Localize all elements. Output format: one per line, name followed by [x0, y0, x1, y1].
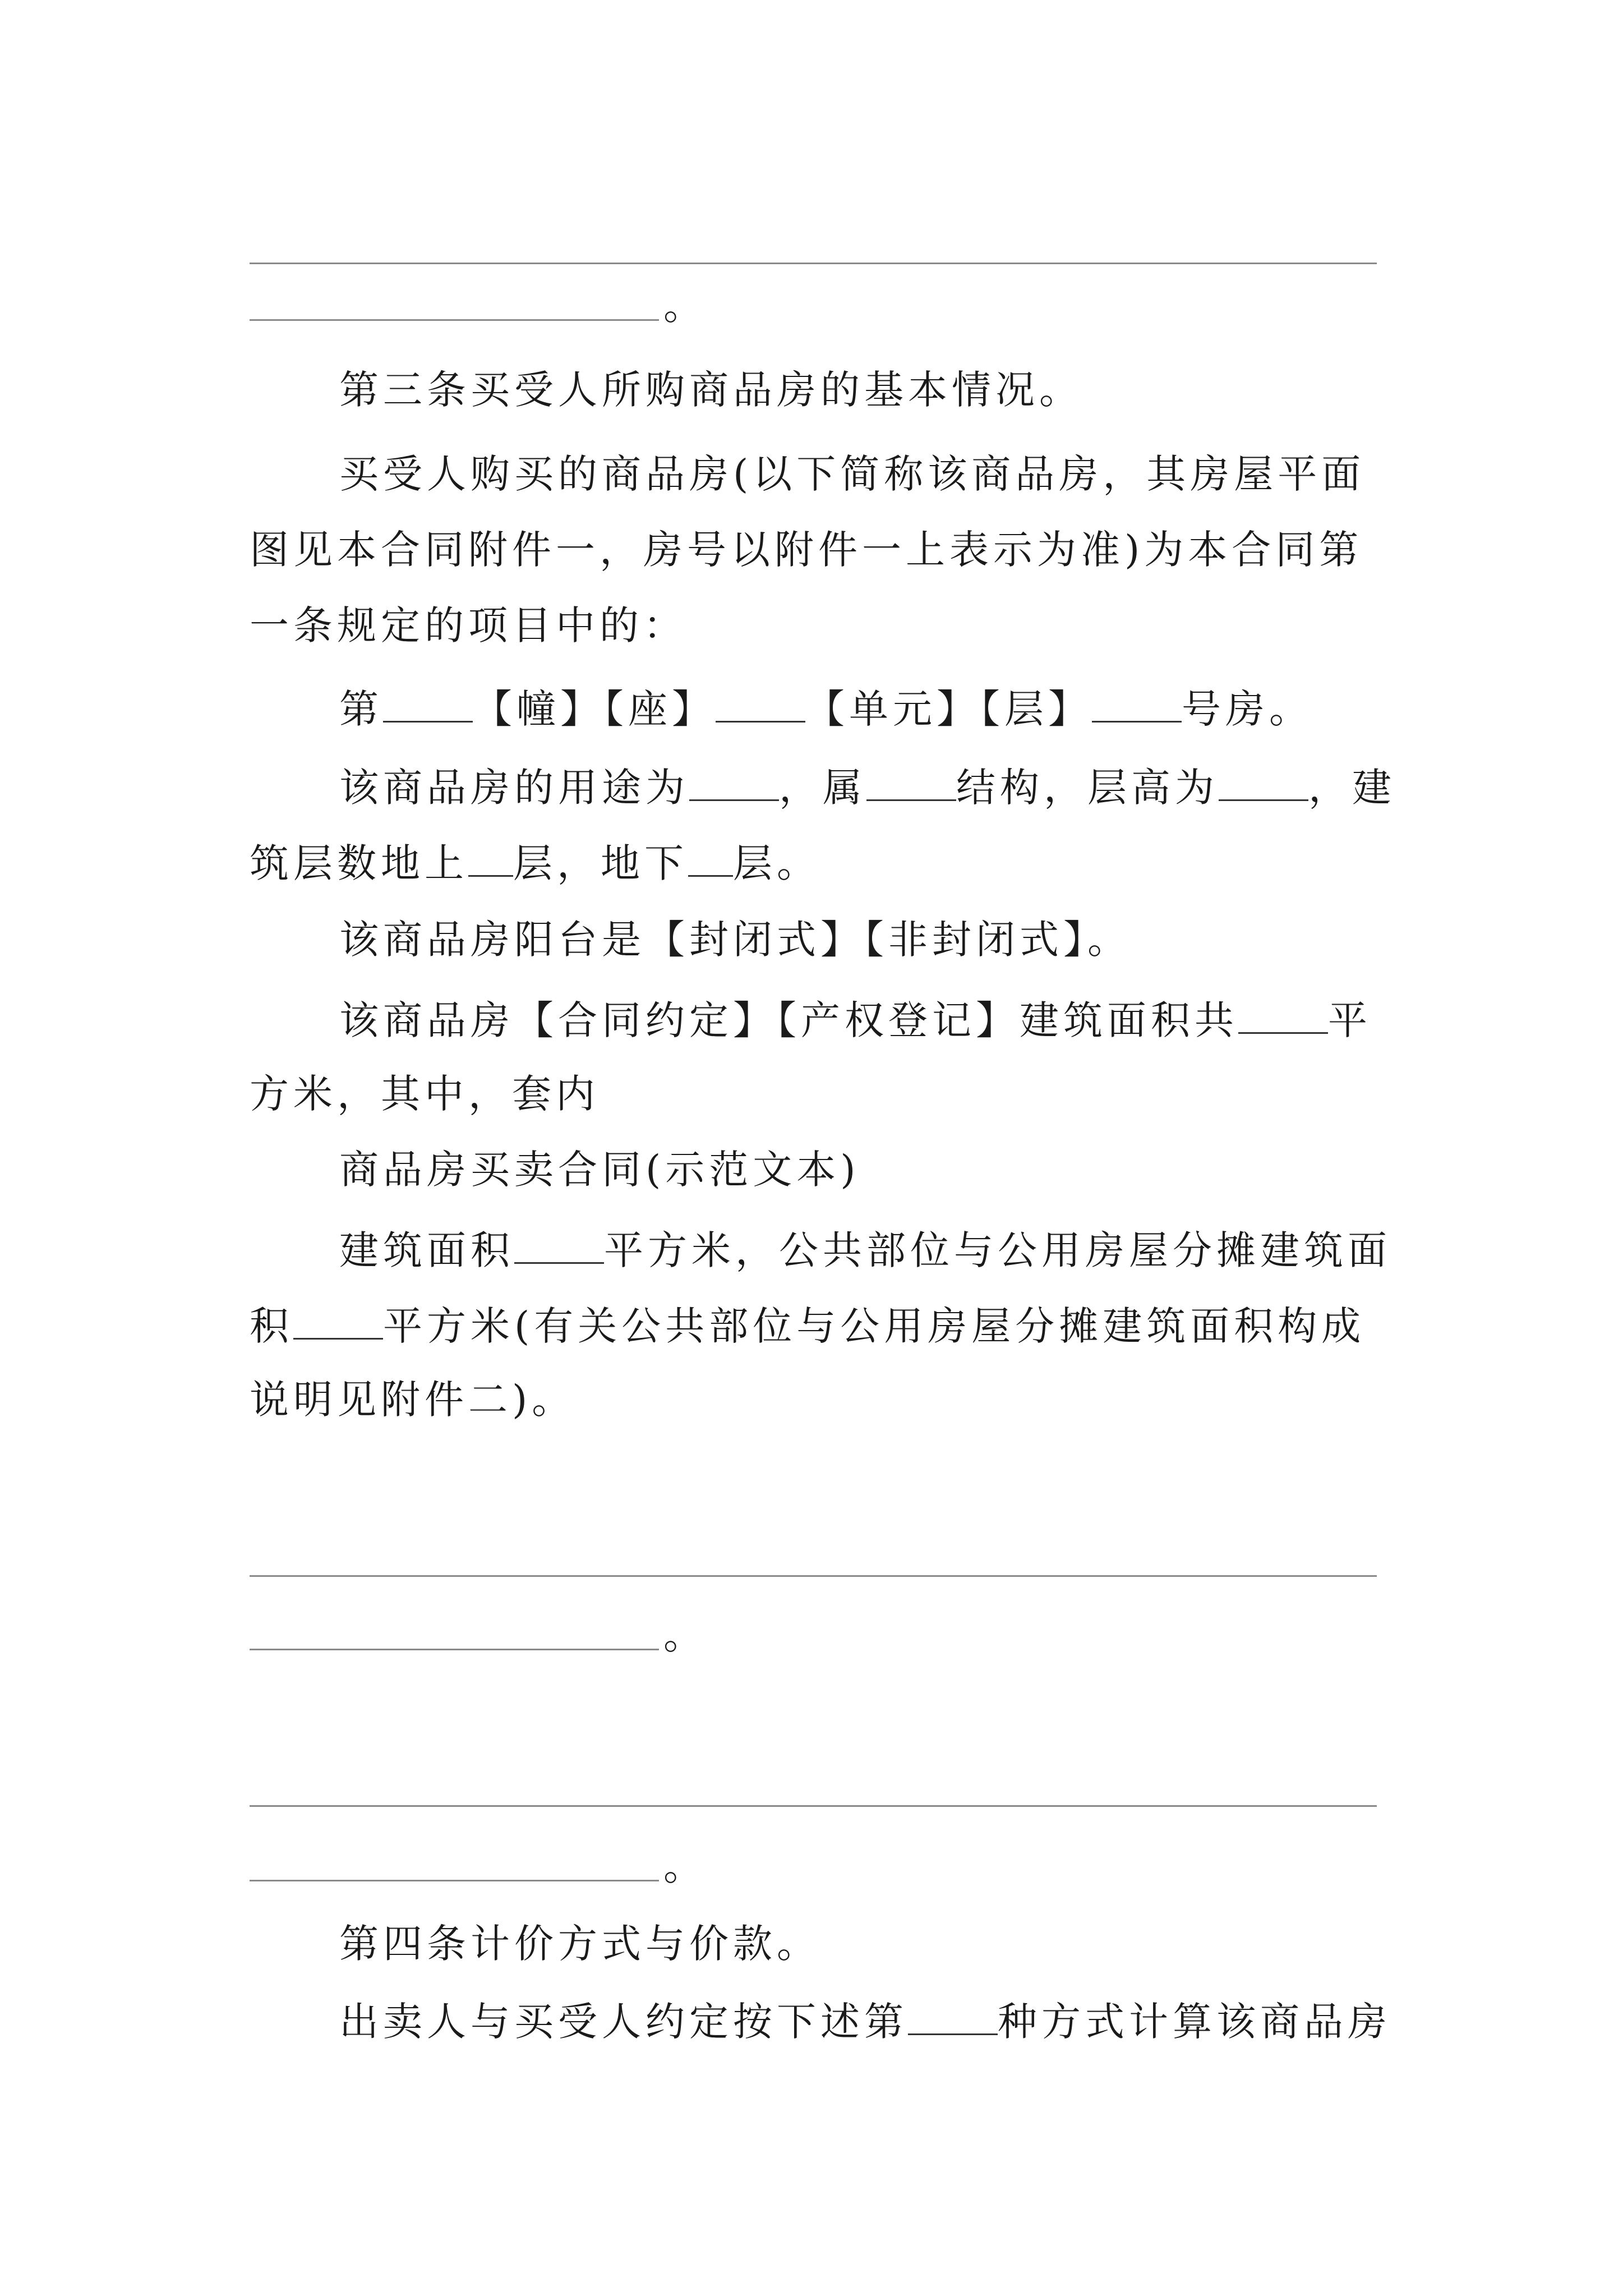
- blank-fill-line-short: [250, 1880, 659, 1881]
- paragraph-line: 买受人购买的商品房(以下简称该商品房，其房屋平面: [339, 451, 1366, 497]
- blank-field: [514, 1223, 604, 1264]
- blank-fill-line-end: [250, 280, 703, 331]
- end-mark: 。: [663, 283, 703, 329]
- text-segment: 筑层数地上: [250, 840, 468, 886]
- text-segment: 平方米(有关公共部位与公用房屋分摊建筑面积构成: [383, 1303, 1366, 1349]
- usage-line: [339, 760, 1396, 813]
- area-line: [339, 993, 1372, 1046]
- end-mark: 。: [663, 1843, 703, 1889]
- text-segment: 建筑面积: [339, 1227, 514, 1273]
- balcony-line: 该商品房阳台是【封闭式】【非封闭式】。: [339, 917, 1131, 963]
- text-segment: 第: [339, 686, 383, 732]
- text-segment: 层。: [733, 840, 820, 886]
- inner-area-line: [339, 1223, 1391, 1276]
- text-segment: 平: [1328, 997, 1372, 1043]
- blank-field: [716, 682, 805, 723]
- blank-fill-line: [250, 1805, 1377, 1807]
- pricing-line: [339, 1994, 1391, 2047]
- blank-field: [1238, 993, 1328, 1034]
- blank-field: [908, 1994, 998, 2035]
- text-segment: 种方式计算该商品房: [998, 1999, 1391, 2045]
- blank-field: [468, 836, 513, 877]
- blank-field: [688, 836, 733, 877]
- article-4-heading: 第四条计价方式与价款。: [339, 1921, 820, 1967]
- text-segment: 【单元】【层】: [805, 686, 1092, 732]
- text-segment: 结构，层高为: [956, 765, 1219, 811]
- text-segment: ，属: [779, 765, 866, 811]
- blank-fill-line-end: [250, 1610, 703, 1660]
- text-segment: 该商品房的用途为: [339, 765, 689, 811]
- end-mark: 。: [663, 1612, 703, 1658]
- article-3-heading: 第三条买受人所购商品房的基本情况。: [339, 367, 1083, 413]
- text-segment: 【幢】【座】: [473, 686, 716, 732]
- paragraph-line: 方米，其中，套内: [250, 1071, 600, 1117]
- text-segment: 该商品房【合同约定】【产权登记】建筑面积共: [339, 997, 1238, 1043]
- blank-field: [383, 682, 473, 723]
- blank-fill-line-short: [250, 319, 659, 321]
- text-segment: 层，地下: [513, 840, 688, 886]
- running-header: 商品房买卖合同(示范文本): [339, 1147, 860, 1193]
- text-segment: ，建: [1308, 765, 1396, 811]
- blank-field: [1219, 760, 1308, 801]
- text-segment: 积: [250, 1303, 293, 1349]
- text-segment: 平方米，公共部位与公用房屋分摊建筑面: [604, 1227, 1391, 1273]
- blank-field: [689, 760, 779, 801]
- blank-field: [866, 760, 956, 801]
- text-segment: 号房。: [1182, 686, 1313, 732]
- unit-number-line: [339, 682, 1313, 734]
- paragraph-line: 一条规定的项目中的：: [250, 602, 687, 648]
- blank-fill-line-end: [250, 1841, 703, 1892]
- paragraph-line: 说明见附件二)。: [250, 1377, 576, 1423]
- blank-field: [293, 1299, 383, 1340]
- blank-fill-line-short: [250, 1649, 659, 1650]
- floors-line: [250, 836, 820, 889]
- text-segment: 出卖人与买受人约定按下述第: [339, 1999, 908, 2045]
- blank-fill-line: [250, 263, 1377, 264]
- shared-area-line: [250, 1299, 1365, 1351]
- blank-field: [1092, 682, 1182, 723]
- blank-fill-line: [250, 1575, 1377, 1577]
- paragraph-line: 图见本合同附件一，房号以附件一上表示为准)为本合同第: [250, 527, 1363, 573]
